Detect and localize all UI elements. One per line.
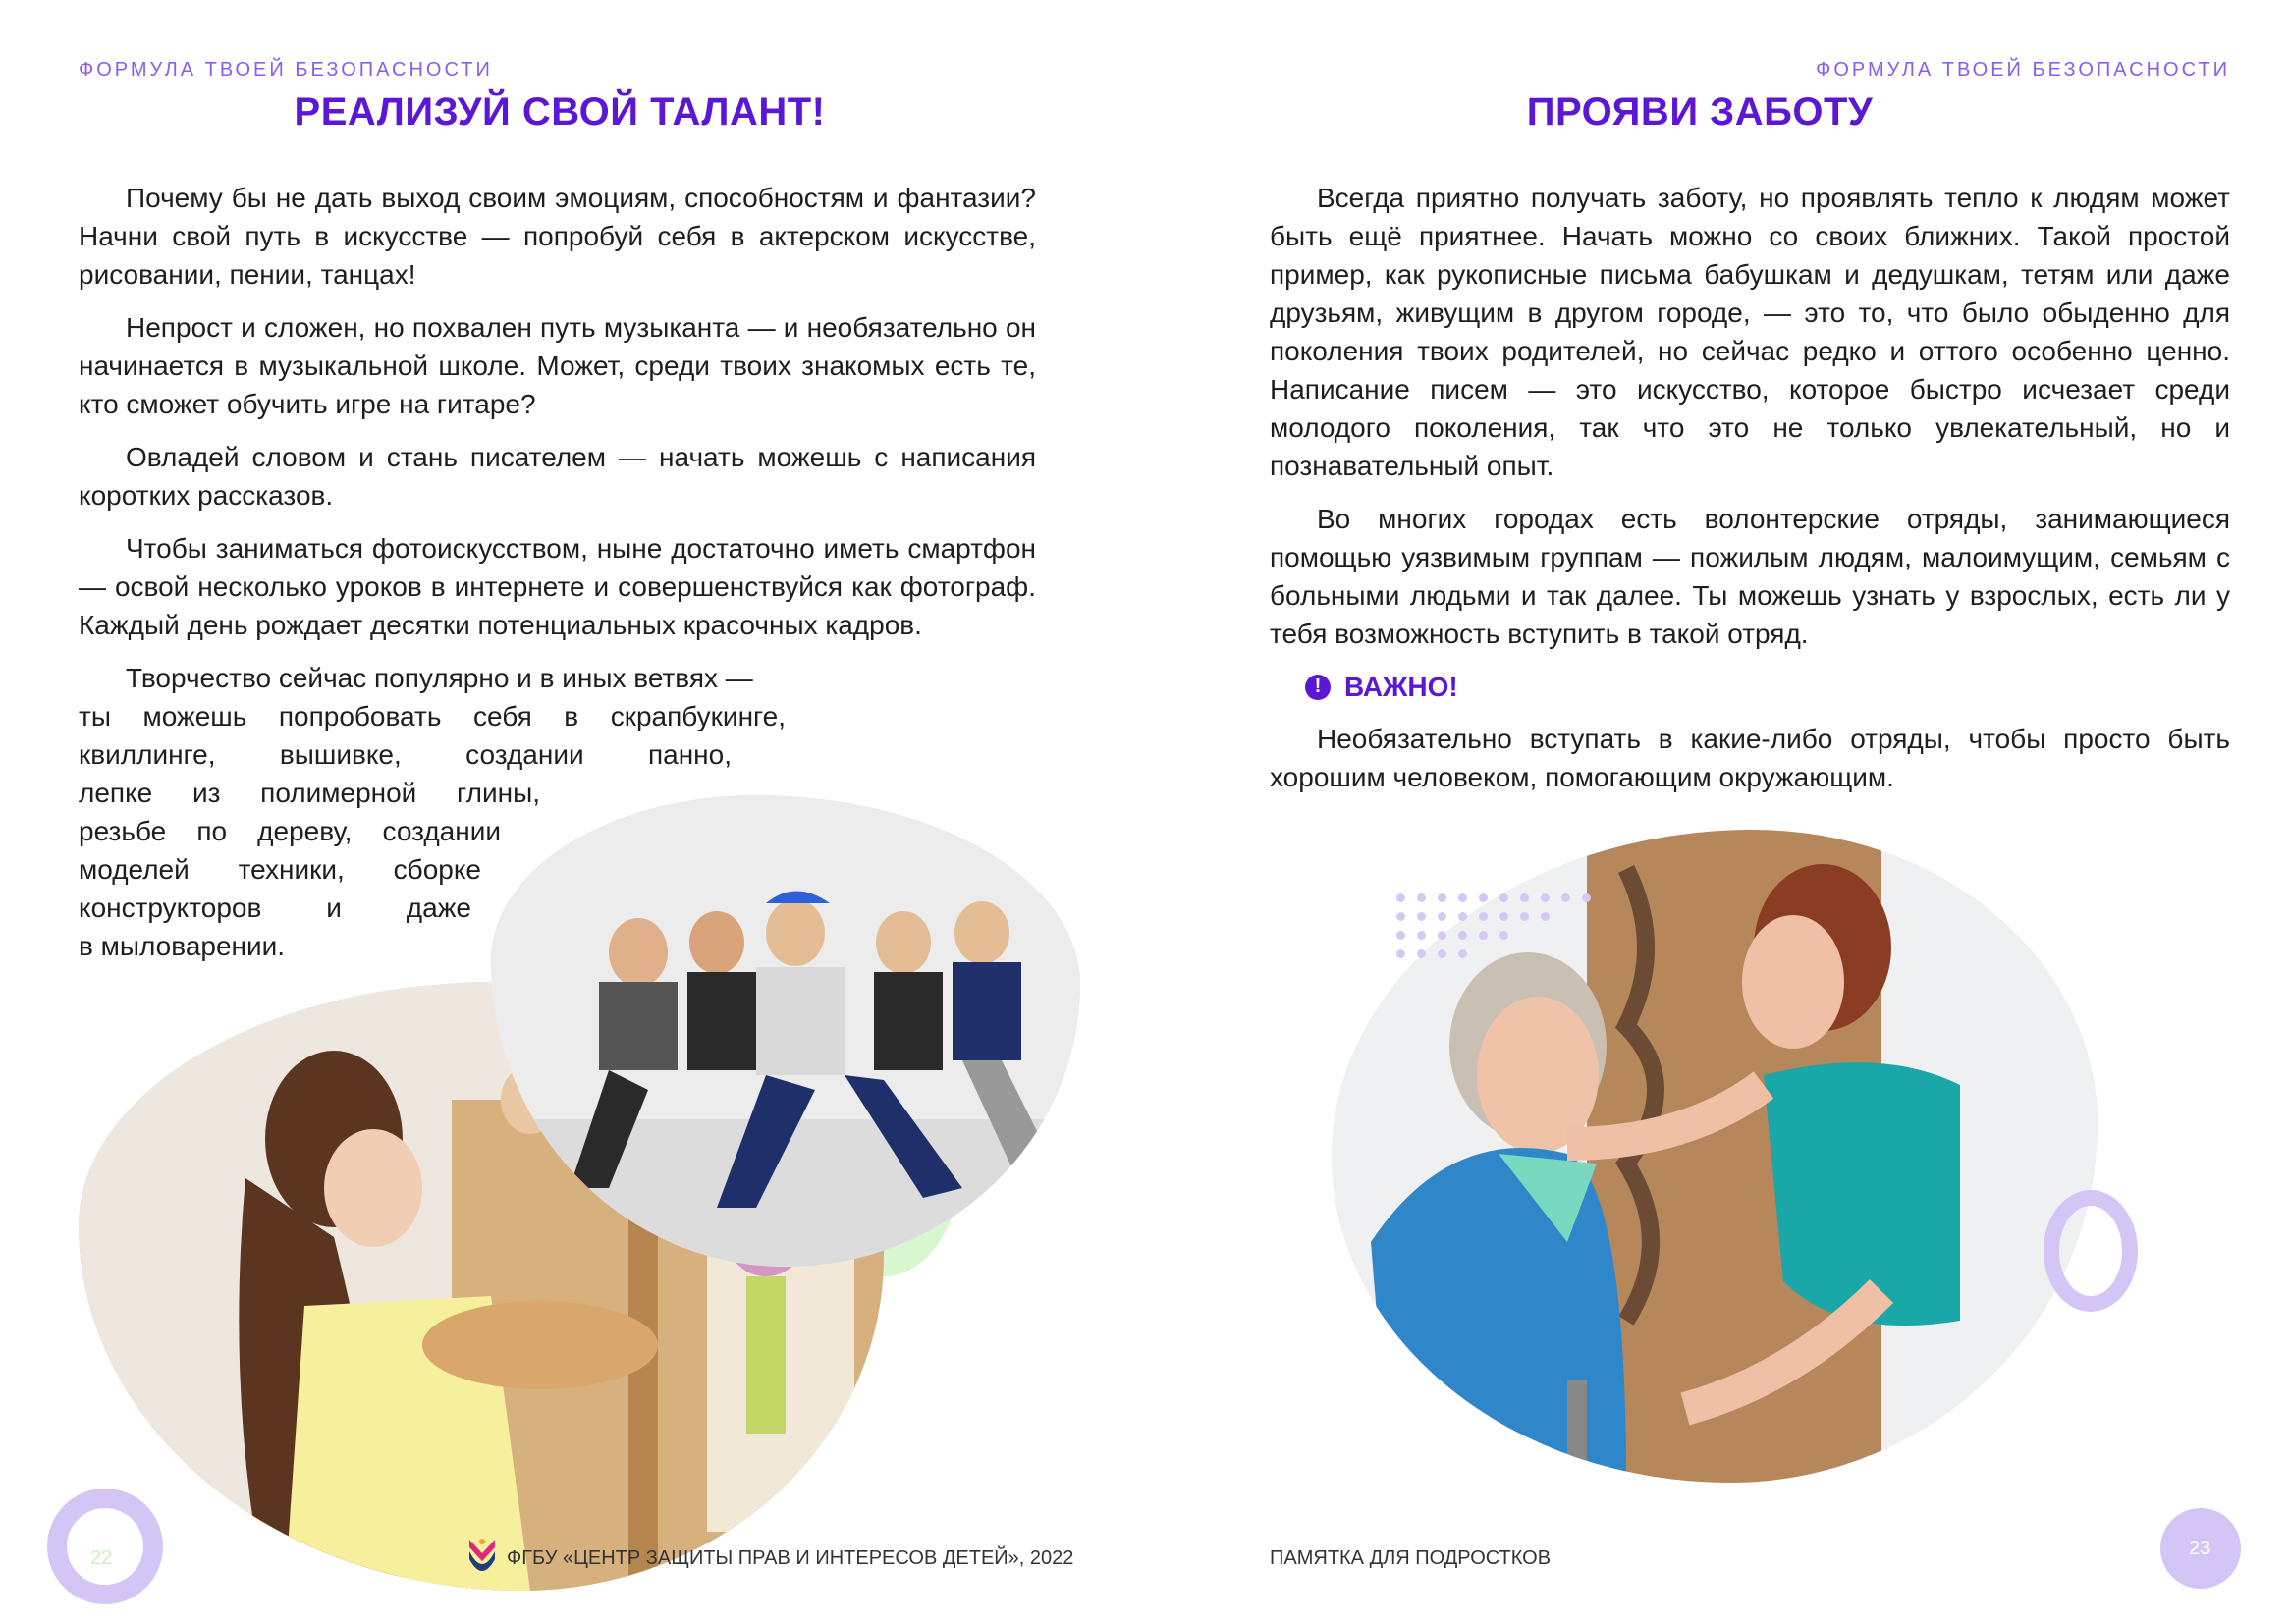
page-number: 22	[90, 1547, 113, 1569]
important-heading	[1305, 668, 2230, 706]
page-number-ring	[47, 1489, 163, 1604]
left-page	[0, 0, 1144, 1624]
decor-ring	[2044, 1190, 2138, 1312]
wrap-line: Творчество сейчас популярно и в иных ветвях —	[126, 663, 753, 693]
footer-org: ФГБУ «ЦЕНТР ЗАЩИТЫ ПРАВ И ИНТЕРЕСОВ ДЕТЕЙ», 2022	[507, 1547, 1074, 1569]
page-number: 23	[2189, 1538, 2211, 1559]
running-header: ФОРМУЛА ТВОЕЙ БЕЗОПАСНОСТИ	[79, 59, 493, 81]
paragraph: Всегда приятно получать заботу, но проявлять тепло к людям может быть ещё приятнее. Начать можно со своих ближних. Такой простой пример, как рукописные письма бабушкам и дедушкам, тетям или даже друзьям, живущим в другом городе, — это то, что было обыденно для поколения твоих родителей, но сейчас редко и оттого особенно ценно. Написание писем — это искусство, которое быстро исчезает среди молодого поколения, так что это не только увлекательный, но и познавательный опыт.	[1270, 183, 2230, 481]
exclamation-icon: !	[1305, 675, 1331, 700]
wrap-line: резьбе по дереву, создании	[79, 816, 501, 846]
page-title: ПРОЯВИ ЗАБОТУ	[1526, 90, 1874, 134]
paragraph: Почему бы не дать выход своим эмоциям, способностям и фантазии? Начни свой путь в искусстве — попробуй себя в актерском искусстве, рисовании, пении, танцах!	[79, 183, 1036, 290]
paragraph: Чтобы заниматься фотоискусством, ныне достаточно иметь смартфон — освой несколько уроков в интернете и совершенствуйся как фотограф. Каждый день рождает десятки потенциальных красочных кадров.	[79, 533, 1036, 640]
dot-pattern	[1396, 893, 1603, 958]
right-page	[1145, 0, 2289, 1624]
running-header: ФОРМУЛА ТВОЕЙ БЕЗОПАСНОСТИ	[1816, 59, 2230, 81]
org-logo-icon	[467, 1538, 497, 1571]
wrap-line: лепке из полимерной глины,	[79, 778, 540, 808]
important-text: Необязательно вступать в какие-либо отряды, чтобы просто быть хорошим человеком, помогающим окружающим.	[1270, 724, 2230, 792]
wrapped-paragraph	[79, 659, 1036, 965]
wrap-line: конструкторов и даже	[79, 893, 471, 923]
wrap-line: в мыловарении.	[79, 931, 286, 961]
paragraph: Овладей словом и стань писателем — начать можешь с написания коротких рассказов.	[79, 442, 1036, 511]
important-label: ВАЖНО!	[1344, 672, 1458, 702]
wrap-line: квиллинге, вышивке, создании панно,	[79, 739, 732, 770]
wrap-line: моделей техники, сборке	[79, 854, 481, 885]
paragraph: Непрост и сложен, но похвален путь музыканта — и необязательно он начинается в музыкальной школе. Может, среди твоих знакомых есть те, кто сможет обучить игре на гитаре?	[79, 312, 1036, 419]
page-title: РЕАЛИЗУЙ СВОЙ ТАЛАНТ!	[294, 90, 826, 134]
footer-title: ПАМЯТКА ДЛЯ ПОДРОСТКОВ	[1270, 1547, 1552, 1569]
wrap-line: ты можешь попробовать себя в скрапбукинге,	[79, 701, 786, 731]
left-body	[79, 179, 1036, 965]
right-body	[1270, 179, 2230, 811]
paragraph: Во многих городах есть волонтерские отряды, занимающиеся помощью уязвимым группам — пожилым людям, малоимущим, семьям с больными людьми и так далее. Ты можешь узнать у взрослых, есть ли у тебя возможность вступить в такой отряд.	[1270, 504, 2230, 649]
